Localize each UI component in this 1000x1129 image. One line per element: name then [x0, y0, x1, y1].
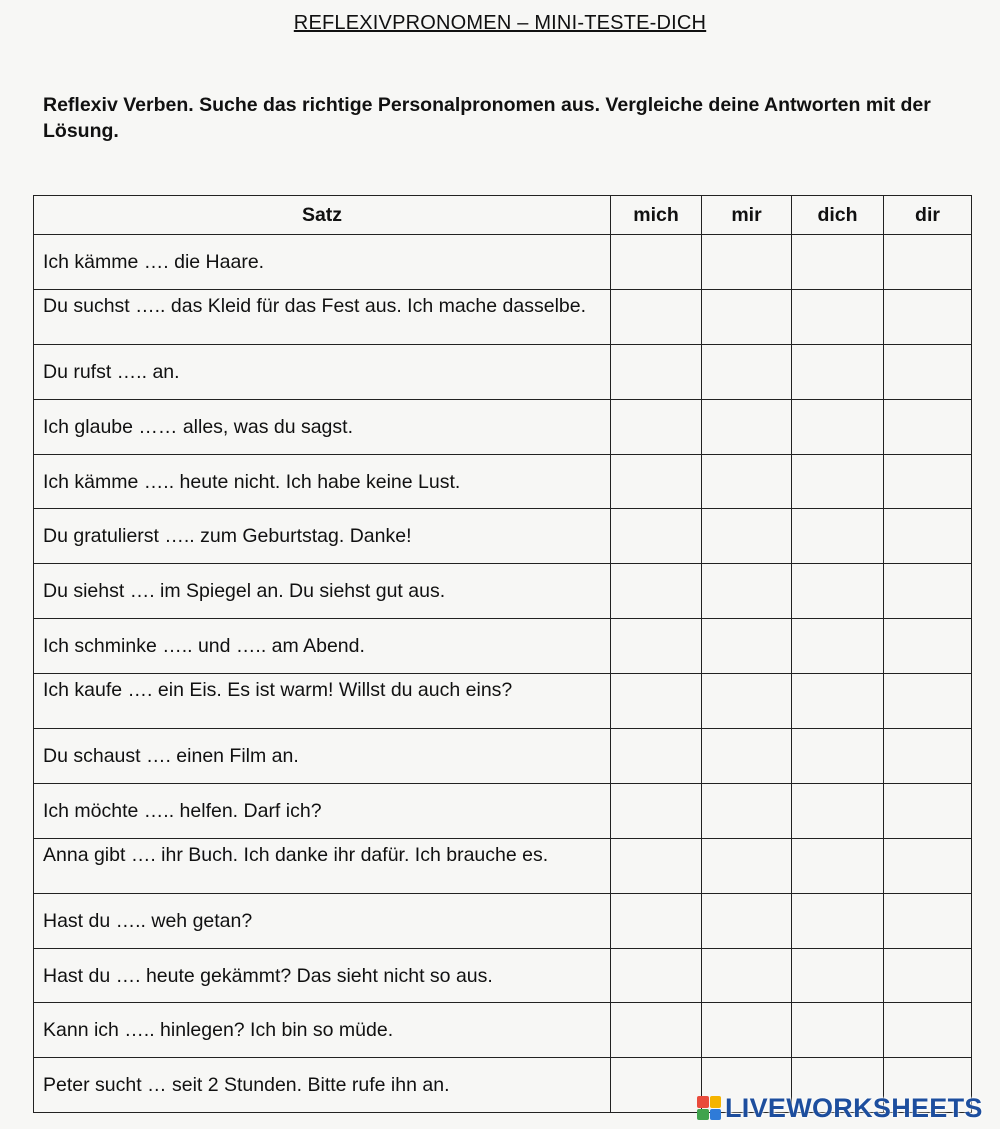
answer-cell-mich[interactable] — [611, 564, 702, 619]
table-row — [34, 344, 972, 399]
sentence-cell: Du siehst …. im Spiegel an. Du siehst gut aus. — [34, 564, 611, 619]
answer-cell-mich[interactable] — [611, 1058, 702, 1113]
table-row — [34, 1003, 972, 1058]
answer-cell-dich[interactable] — [792, 674, 884, 729]
header-dir: dir — [884, 196, 972, 235]
sentence-cell: Ich glaube …… alles, was du sagst. — [34, 399, 611, 454]
answer-cell-dich[interactable] — [792, 509, 884, 564]
answer-cell-dir[interactable] — [884, 564, 972, 619]
header-satz: Satz — [34, 196, 611, 235]
table-row — [34, 509, 972, 564]
liveworksheets-brand — [697, 1093, 983, 1123]
answer-cell-mir[interactable] — [702, 399, 792, 454]
table-row — [34, 454, 972, 509]
sentence-cell: Du gratulierst ….. zum Geburtstag. Danke! — [34, 509, 611, 564]
sentence-cell: Hast du …. heute gekämmt? Das sieht nicht so aus. — [34, 948, 611, 1003]
answer-cell-mich[interactable] — [611, 838, 702, 893]
answer-cell-dich[interactable] — [792, 289, 884, 344]
table-row — [34, 674, 972, 729]
answer-cell-dich[interactable] — [792, 564, 884, 619]
answer-cell-mir[interactable] — [702, 454, 792, 509]
answer-cell-mir[interactable] — [702, 564, 792, 619]
answer-cell-dich[interactable] — [792, 454, 884, 509]
worksheet-table — [33, 195, 972, 1113]
answer-cell-dir[interactable] — [884, 344, 972, 399]
sentence-cell: Peter sucht … seit 2 Stunden. Bitte rufe ihn an. — [34, 1058, 611, 1113]
answer-cell-mich[interactable] — [611, 399, 702, 454]
sentence-cell: Ich möchte ….. helfen. Darf ich? — [34, 783, 611, 838]
answer-cell-mich[interactable] — [611, 893, 702, 948]
answer-cell-mich[interactable] — [611, 619, 702, 674]
answer-cell-mich[interactable] — [611, 783, 702, 838]
sentence-cell: Ich kämme …. die Haare. — [34, 235, 611, 290]
sentence-cell: Kann ich ….. hinlegen? Ich bin so müde. — [34, 1003, 611, 1058]
answer-cell-dir[interactable] — [884, 399, 972, 454]
answer-cell-mir[interactable] — [702, 783, 792, 838]
answer-cell-dir[interactable] — [884, 838, 972, 893]
answer-cell-mich[interactable] — [611, 235, 702, 290]
sentence-cell: Anna gibt …. ihr Buch. Ich danke ihr dafür. Ich brauche es. — [34, 838, 611, 893]
answer-cell-dich[interactable] — [792, 783, 884, 838]
answer-cell-mich[interactable] — [611, 454, 702, 509]
answer-cell-dich[interactable] — [792, 1003, 884, 1058]
answer-cell-dir[interactable] — [884, 509, 972, 564]
table-row — [34, 838, 972, 893]
liveworksheets-logo-icon — [697, 1096, 721, 1120]
answer-cell-mir[interactable] — [702, 235, 792, 290]
header-mich: mich — [611, 196, 702, 235]
answer-cell-dir[interactable] — [884, 783, 972, 838]
answer-cell-mir[interactable] — [702, 674, 792, 729]
answer-cell-dich[interactable] — [792, 619, 884, 674]
answer-cell-mich[interactable] — [611, 948, 702, 1003]
logo-square — [697, 1096, 709, 1108]
answer-cell-mir[interactable] — [702, 509, 792, 564]
logo-square — [697, 1109, 709, 1121]
answer-cell-dir[interactable] — [884, 729, 972, 784]
page-title: REFLEXIVPRONOMEN – MINI-TESTE-DICH — [293, 12, 707, 34]
answer-cell-mir[interactable] — [702, 838, 792, 893]
answer-cell-mich[interactable] — [611, 344, 702, 399]
table-row — [34, 289, 972, 344]
answer-cell-dich[interactable] — [792, 399, 884, 454]
answer-cell-mir[interactable] — [702, 1003, 792, 1058]
sentence-cell: Ich kämme ….. heute nicht. Ich habe keine Lust. — [34, 454, 611, 509]
answer-cell-dir[interactable] — [884, 619, 972, 674]
answer-cell-mir[interactable] — [702, 893, 792, 948]
answer-cell-dir[interactable] — [884, 454, 972, 509]
header-row — [34, 196, 972, 235]
answer-cell-dir[interactable] — [884, 1003, 972, 1058]
answer-cell-mir[interactable] — [702, 619, 792, 674]
table-row — [34, 893, 972, 948]
answer-cell-dich[interactable] — [792, 838, 884, 893]
sentence-cell: Hast du ….. weh getan? — [34, 893, 611, 948]
answer-cell-mich[interactable] — [611, 1003, 702, 1058]
instructions-text: Reflexiv Verben. Suche das richtige Personalpronomen aus. Vergleiche deine Antworten mit der Lösung. — [43, 94, 931, 142]
answer-cell-mir[interactable] — [702, 289, 792, 344]
logo-square — [710, 1096, 722, 1108]
answer-cell-dich[interactable] — [792, 948, 884, 1003]
logo-square — [710, 1109, 722, 1121]
brand-text: LIVEWORKSHEETS — [725, 1092, 983, 1123]
answer-cell-mir[interactable] — [702, 948, 792, 1003]
table-row — [34, 619, 972, 674]
answer-cell-mir[interactable] — [702, 344, 792, 399]
answer-cell-dich[interactable] — [792, 344, 884, 399]
sentence-cell: Ich kaufe …. ein Eis. Es ist warm! Willst du auch eins? — [34, 674, 611, 729]
answer-cell-mich[interactable] — [611, 289, 702, 344]
table-row — [34, 729, 972, 784]
sentence-cell: Du rufst ….. an. — [34, 344, 611, 399]
answer-cell-dir[interactable] — [884, 235, 972, 290]
table-row — [34, 399, 972, 454]
answer-cell-dir[interactable] — [884, 674, 972, 729]
answer-cell-dir[interactable] — [884, 948, 972, 1003]
answer-cell-dir[interactable] — [884, 893, 972, 948]
sentence-cell: Du schaust …. einen Film an. — [34, 729, 611, 784]
header-mir: mir — [702, 196, 792, 235]
answer-cell-dich[interactable] — [792, 235, 884, 290]
table-row — [34, 783, 972, 838]
table-row — [34, 235, 972, 290]
sentence-cell: Du suchst ….. das Kleid für das Fest aus. Ich mache dasselbe. — [34, 289, 611, 344]
answer-cell-mir[interactable] — [702, 729, 792, 784]
answer-cell-mich[interactable] — [611, 509, 702, 564]
answer-cell-dir[interactable] — [884, 289, 972, 344]
answer-cell-dich[interactable] — [792, 893, 884, 948]
header-dich: dich — [792, 196, 884, 235]
table-row — [34, 948, 972, 1003]
answer-cell-mich[interactable] — [611, 729, 702, 784]
sentence-cell: Ich schminke ….. und ….. am Abend. — [34, 619, 611, 674]
answer-cell-dich[interactable] — [792, 729, 884, 784]
answer-cell-mich[interactable] — [611, 674, 702, 729]
table-row — [34, 564, 972, 619]
